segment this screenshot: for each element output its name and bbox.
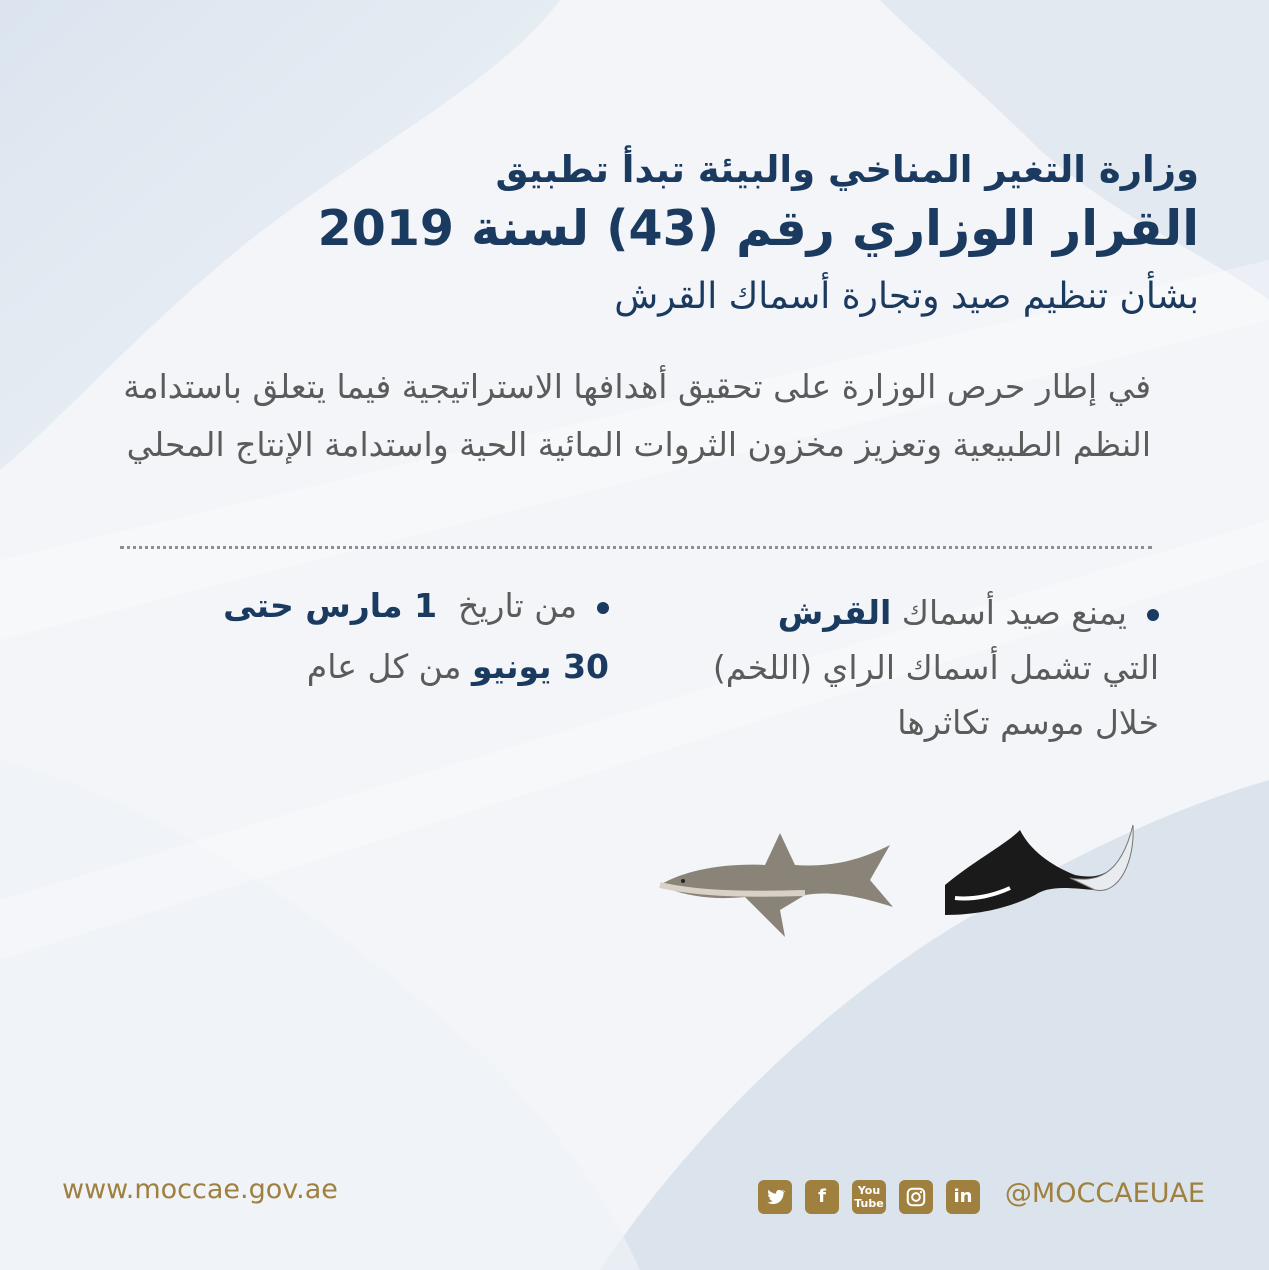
dotted-divider [120,546,1152,549]
period-end: 30 يونيو [471,647,609,686]
youtube-icon[interactable]: You Tube [852,1180,886,1214]
ban-line3: خلال موسم تكاثرها [897,703,1159,742]
headline-line1: وزارة التغير المناخي والبيئة تبدأ تطبيق [495,148,1199,191]
ban-line2: التي تشمل أسماك الراي (اللخم) [712,648,1159,687]
period-suffix: من كل عام [306,647,462,686]
bullet-dot-icon [1147,609,1159,621]
bullet-ban [699,585,1159,750]
bullet-period [189,578,609,694]
intro-line2: النظم الطبيعية وتعزيز مخزون الثروات المائية الحية واستدامة الإنتاج المحلي [126,425,1151,464]
bullet-dot-icon [597,602,609,614]
manta-ray-illustration [935,820,1140,925]
website-link[interactable]: www.moccae.gov.ae [62,1174,338,1205]
shark-illustration [655,825,900,945]
intro-line1: في إطار حرص الوزارة على تحقيق أهدافها الاستراتيجية فيما يتعلق باستدامة [123,367,1151,406]
period-start: 1 مارس حتى [223,586,438,625]
instagram-icon[interactable] [899,1180,933,1214]
headline-decree: القرار الوزاري رقم (43) لسنة 2019 [317,200,1199,257]
ban-prefix: يمنع صيد أسماك [901,593,1127,632]
social-handle[interactable]: @MOCCAEUAE [1004,1178,1205,1209]
period-prefix: من تاريخ [458,586,577,625]
facebook-icon[interactable]: f [805,1180,839,1214]
twitter-icon[interactable] [758,1180,792,1214]
linkedin-icon[interactable]: in [946,1180,980,1214]
headline-subject: بشأن تنظيم صيد وتجارة أسماك القرش [614,276,1199,317]
intro-paragraph [121,358,1151,474]
ban-highlight: القرش [777,593,892,632]
